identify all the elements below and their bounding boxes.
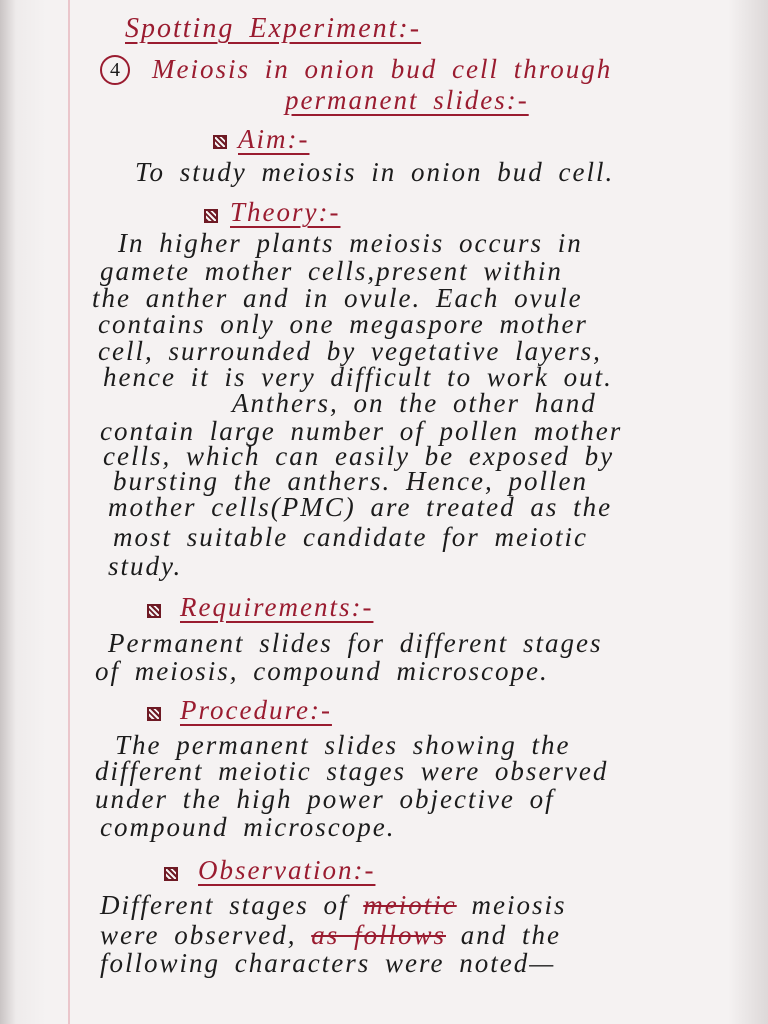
aim-line: To study meiosis in onion bud cell.: [135, 157, 615, 187]
page-title-text: Spotting Experiment:-: [125, 13, 422, 44]
theory-line: Anthers, on the other hand: [232, 388, 597, 418]
bullet-square-icon: [147, 707, 161, 721]
procedure-line: compound microscope.: [100, 812, 396, 842]
theory-line: hence it is very difficult to work out.: [103, 362, 613, 392]
observation-line: [100, 890, 566, 920]
bullet-square-icon: [164, 867, 178, 881]
procedure-heading: [180, 695, 332, 725]
observation-text: Different stages of: [100, 890, 349, 920]
bullet-square-icon: [213, 135, 227, 149]
experiment-title-text-2: permanent slides:-: [285, 85, 529, 115]
theory-line: cell, surrounded by vegetative layers,: [98, 336, 602, 366]
theory-line: study.: [108, 551, 183, 581]
bullet-square-icon: [147, 604, 161, 618]
requirements-heading: [180, 592, 373, 622]
margin-line: [68, 0, 70, 1024]
theory-line: most suitable candidate for meiotic: [113, 522, 588, 552]
observation-heading-text: Observation:-: [198, 855, 376, 885]
aim-heading: [238, 124, 309, 154]
experiment-title-text-1: Meiosis in onion bud cell through: [152, 54, 613, 84]
experiment-title-line-2: [285, 85, 529, 115]
requirements-line: Permanent slides for different stages: [108, 628, 603, 658]
procedure-line: different meiotic stages were observed: [95, 756, 609, 786]
theory-heading: [230, 197, 340, 227]
requirements-line: of meiosis, compound microscope.: [95, 656, 549, 686]
observation-line: [100, 920, 561, 950]
theory-line: cells, which can easily be exposed by: [103, 441, 615, 471]
observation-text: and the: [460, 920, 561, 950]
procedure-heading-text: Procedure:-: [180, 695, 332, 725]
theory-line: bursting the anthers. Hence, pollen: [113, 466, 588, 496]
experiment-title-line-1: [100, 54, 612, 85]
bullet-square-icon: [204, 209, 218, 223]
theory-line: In higher plants meiosis occurs in: [118, 228, 583, 258]
theory-line: the anther and in ovule. Each ovule: [92, 283, 583, 313]
procedure-line: under the high power objective of: [95, 784, 555, 814]
observation-line: following characters were noted—: [100, 948, 556, 978]
observation-text: were observed,: [100, 920, 297, 950]
observation-text: meiosis: [471, 890, 567, 920]
theory-line: gamete mother cells,present within: [100, 256, 563, 286]
struck-out-text: as follows: [311, 920, 446, 950]
theory-line: mother cells(PMC) are treated as the: [108, 492, 613, 522]
observation-heading: [198, 855, 375, 885]
experiment-number: 4: [100, 55, 130, 85]
struck-out-text: meiotic: [363, 890, 457, 920]
theory-heading-text: Theory:-: [230, 197, 341, 227]
theory-line: contains only one megaspore mother: [98, 309, 588, 339]
requirements-heading-text: Requirements:-: [180, 592, 374, 622]
aim-heading-text: Aim:-: [238, 124, 310, 154]
procedure-line: The permanent slides showing the: [115, 730, 571, 760]
theory-line: contain large number of pollen mother: [100, 416, 623, 446]
page-title: [125, 14, 421, 44]
